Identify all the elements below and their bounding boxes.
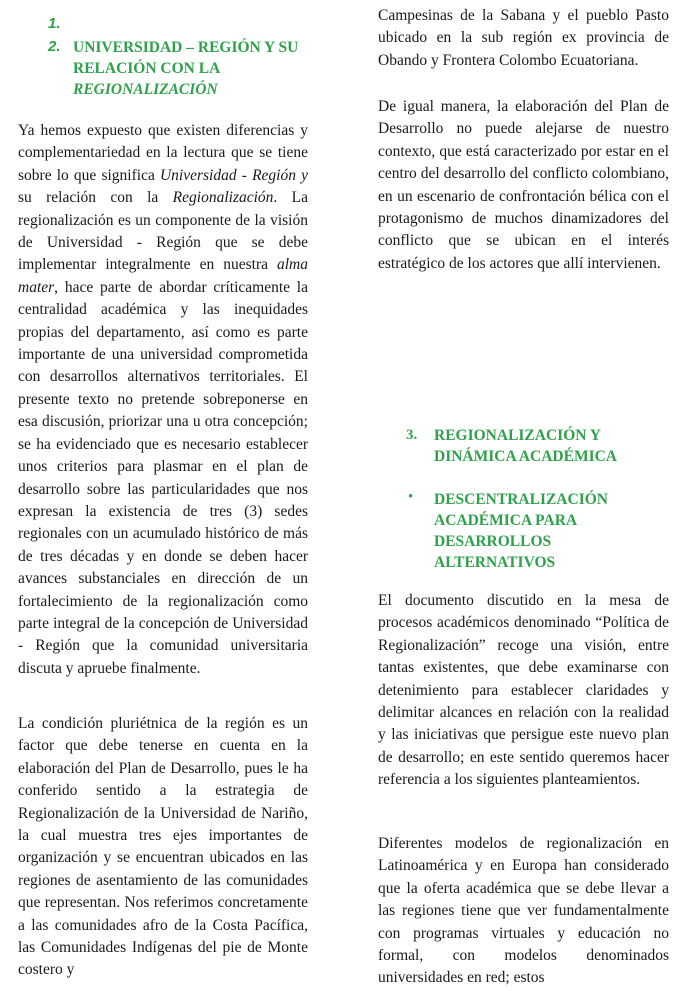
heading-line: ACADÉMICA PARA xyxy=(434,512,578,529)
heading-line: DESCENTRALIZACIÓN xyxy=(434,491,608,508)
text-run: , hace parte de abordar críticamente la centralidad académica y las inequidades propias del departamento, así como es parte importante de una universidad comprometida con desarrollos alternativos territoriales. El presente texto no pretende sobreponerse en esa discusión, priorizar una u otra concepción; se ha evidenciado que es necesario establecer unos criterios para plasmar en el plan de desarrollo sobre las particularidades que nos expresan la existencia de tres (3) sedes regionales con un acumulado histórico de más de tres décadas y en donde se deben hacer avances substanciales en dirección de un fortalecimiento de la regionalización como parte integral de la concepción de Universidad - Región que la comunidad universitaria discuta y apruebe finalmente. xyxy=(18,278,308,677)
bullet-heading xyxy=(434,489,669,573)
heading-line: DINÁMICA ACADÉMICA xyxy=(434,448,617,465)
italic-run: alma mater xyxy=(18,256,308,296)
paragraph-continued: Campesinas de la Sabana y el pueblo Pasto ubicado en la sub región ex provincia de Obando y Frontera Colombo Ecuatoriana. xyxy=(378,7,669,69)
list-number-1: 1. xyxy=(48,15,61,32)
heading-line: RELACIÓN CON LA xyxy=(73,60,221,77)
section-heading-2 xyxy=(73,37,313,100)
bullet-icon: • xyxy=(408,489,414,505)
list-number-2: 2. xyxy=(48,38,61,55)
italic-run: Universidad - Región y xyxy=(159,166,309,184)
paragraph-1 xyxy=(18,120,308,680)
paragraph-3: De igual manera, la elaboración del Plan de Desarrollo no puede alejarse de nuestro contexto, que está caracterizado por estar en el centro del desarrollo del conflicto colombiano, en un escenario de confrontación bélica con el protagonismo de muchos dinamizadores del conflicto que se ubican en el interés estratégico de los actores que allí intervienen. xyxy=(378,98,669,272)
heading-line: REGIONALIZACIÓN xyxy=(73,81,218,98)
text-run: . La regionalización es un componente de la visión de Universidad - Región que se debe implementar integralmente en nuestra xyxy=(18,189,308,274)
heading-line: DESARROLLOS xyxy=(434,533,552,550)
paragraph-2: La condición pluriétnica de la región es un factor que debe tenerse en cuenta en la elaboración del Plan de Desarrollo, pues le ha conferido sentido a la estrategia de Regionalización de la Universidad de Nariño, la cual muestra tres ejes importantes de organización y se encuentran ubicados en las regiones de asentamiento de las comunidades que representan. Nos referimos concretamente a las comunidades afro de la Costa Pacífica, las Comunidades Indígenas del pie de Monte costero y xyxy=(18,715,308,979)
paragraph-5: Diferentes modelos de regionalización en Latinoamérica y en Europa han considerado que la oferta académica que se debe llevar a las regiones tiene que ver fundamentalmente con programas virtuales y educación no formal, con modelos denominados universidades en red; estos xyxy=(378,835,669,987)
list-number-3: 3. xyxy=(406,427,418,443)
heading-line: UNIVERSIDAD – REGIÓN Y SU xyxy=(73,39,299,56)
italic-run: Regionalización xyxy=(172,189,274,207)
text-run: Ya hemos expuesto que existen diferencias y complementariedad en la lectura que se tiene sobre lo que significa xyxy=(18,122,308,184)
heading-line: REGIONALIZACIÓN Y xyxy=(434,427,601,444)
heading-line: ALTERNATIVOS xyxy=(434,554,556,571)
paragraph-4: El documento discutido en la mesa de procesos académicos denominado “Política de Regionalización” recoge una visión, entre tantas existentes, que debe examinarse con detenimiento para establecer claridades y delimitar alcances en relación con la realidad y las iniciativas que persigue este nuevo plan de desarrollo; en este sentido queremos hacer referencia a los siguientes planteamientos. xyxy=(378,592,669,789)
text-run: su relación con la xyxy=(18,189,173,207)
section-heading-3 xyxy=(434,425,669,467)
